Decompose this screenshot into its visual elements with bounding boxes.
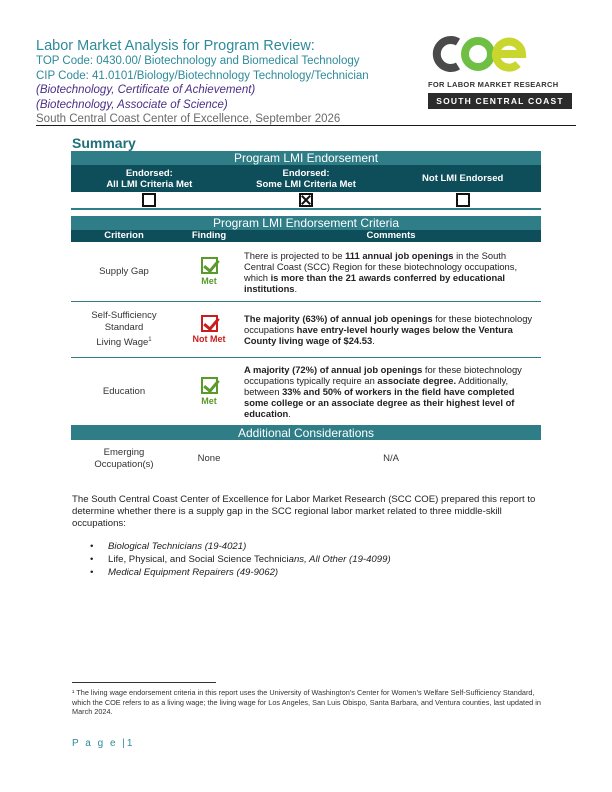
finding-header: Finding	[191, 230, 227, 241]
cip-code: CIP Code: 41.0101/Biology/Biotechnology Technology/Technician	[36, 69, 369, 82]
logo-line-1: FOR LABOR MARKET RESEARCH	[428, 80, 559, 89]
endorsed-some-checkbox-checked	[299, 193, 313, 207]
center-date: South Central Coast Center of Excellence, September 2026	[36, 113, 341, 125]
comments-header: Comments	[366, 230, 416, 241]
finding-cell: Met	[177, 358, 241, 425]
endorsed-all-checkbox	[142, 193, 156, 207]
comment-cell: A majority (72%) of annual job openings for these biotechnology occupations typically require an associate degree. Additionally, between 33% and 50% of workers in the field have completed some college or an associate degree as their highest level of education.	[244, 364, 522, 419]
additional-label: Emerging Occupation(s)	[94, 447, 154, 470]
not-endorsed-checkbox	[456, 193, 470, 207]
footnote-divider	[72, 682, 216, 683]
report-title: Labor Market Analysis for Program Review:	[36, 38, 315, 54]
criteria-column-headers	[71, 230, 541, 242]
criterion-cell: Self-Sufficiency Standard Living Wage$^1$	[91, 309, 157, 349]
criteria-row-living-wage	[71, 302, 541, 358]
award-certificate: (Biotechnology, Certificate of Achievement)	[36, 84, 256, 96]
logo-line-2: SOUTH CENTRAL COAST	[428, 93, 572, 109]
criteria-table	[71, 216, 541, 478]
intro-paragraph: The South Central Coast Center of Excellence for Labor Market Research (SCC COE) prepared this report to determine whether there is a supply gap in the SCC regional labor market related to three middle-skill occupations:	[72, 494, 536, 529]
endorsement-table	[71, 151, 541, 210]
additional-band: Additional Considerations	[71, 426, 541, 440]
criterion-cell: Education	[102, 385, 146, 397]
comment-cell: The majority (63%) of annual job openings for these biotechnology occupations have entry-level hourly wages below the Ventura County living wage of $24.53.	[244, 313, 533, 346]
additional-row	[71, 440, 541, 478]
top-code: TOP Code: 0430.00/ Biotechnology and Biomedical Technology	[36, 55, 360, 67]
occupation-item: • Biological Technicians (19-4021)	[90, 541, 391, 553]
endorsement-band: Program LMI Endorsement	[71, 151, 541, 165]
additional-finding: None	[197, 453, 221, 464]
check-icon	[201, 257, 218, 274]
check-icon	[201, 377, 218, 394]
endorsed-all-header: Endorsed: All LMI Criteria Met	[106, 167, 193, 190]
footnote: ¹ The living wage endorsement criteria in this report uses the University of Washington’s Center for Women’s Welfare Self-Sufficiency Standard, which the COE refers to as a living wage; the living wage for Los Angeles, San Luis Obispo, Santa Barbara, and Ventura counties, last updated in March 2024.	[72, 688, 541, 717]
footnote-ref: 1	[148, 336, 152, 343]
occupation-item: • Medical Equipment Repairers (49-9062)	[90, 567, 391, 579]
additional-comment: N/A	[383, 453, 399, 464]
finding-cell: Not Met	[177, 302, 241, 357]
not-endorsed-header: Not LMI Endorsed	[422, 173, 504, 184]
coe-logo-mark	[428, 34, 528, 74]
header-divider	[36, 125, 576, 126]
occupation-item: • Life, Physical, and Social Science Technicians, All Other (19-4099)	[90, 554, 391, 566]
endorsed-some-header: Endorsed: Some LMI Criteria Met	[256, 167, 356, 190]
criterion-header: Criterion	[104, 230, 144, 241]
check-icon	[201, 315, 218, 332]
summary-heading: Summary	[72, 135, 136, 151]
award-associate: (Biotechnology, Associate of Science)	[36, 98, 228, 111]
occupation-list	[90, 541, 391, 580]
criterion-cell: Supply Gap	[99, 265, 149, 277]
report-header	[36, 38, 436, 127]
endorsement-header-row	[71, 165, 541, 192]
comment-cell: There is projected to be 111 annual job openings in the South Central Coast (SCC) Region for these biotechnology occupations, which is more than the 21 awards conferred by educational institutions.	[244, 249, 518, 294]
finding-cell: Met	[177, 242, 241, 301]
page-number: P a g e |1	[72, 738, 135, 749]
criteria-band: Program LMI Endorsement Criteria	[71, 216, 541, 230]
coe-logo	[428, 34, 576, 109]
criteria-row-education	[71, 358, 541, 426]
criteria-row-supply-gap	[71, 242, 541, 302]
endorsement-checkbox-row	[71, 192, 541, 210]
